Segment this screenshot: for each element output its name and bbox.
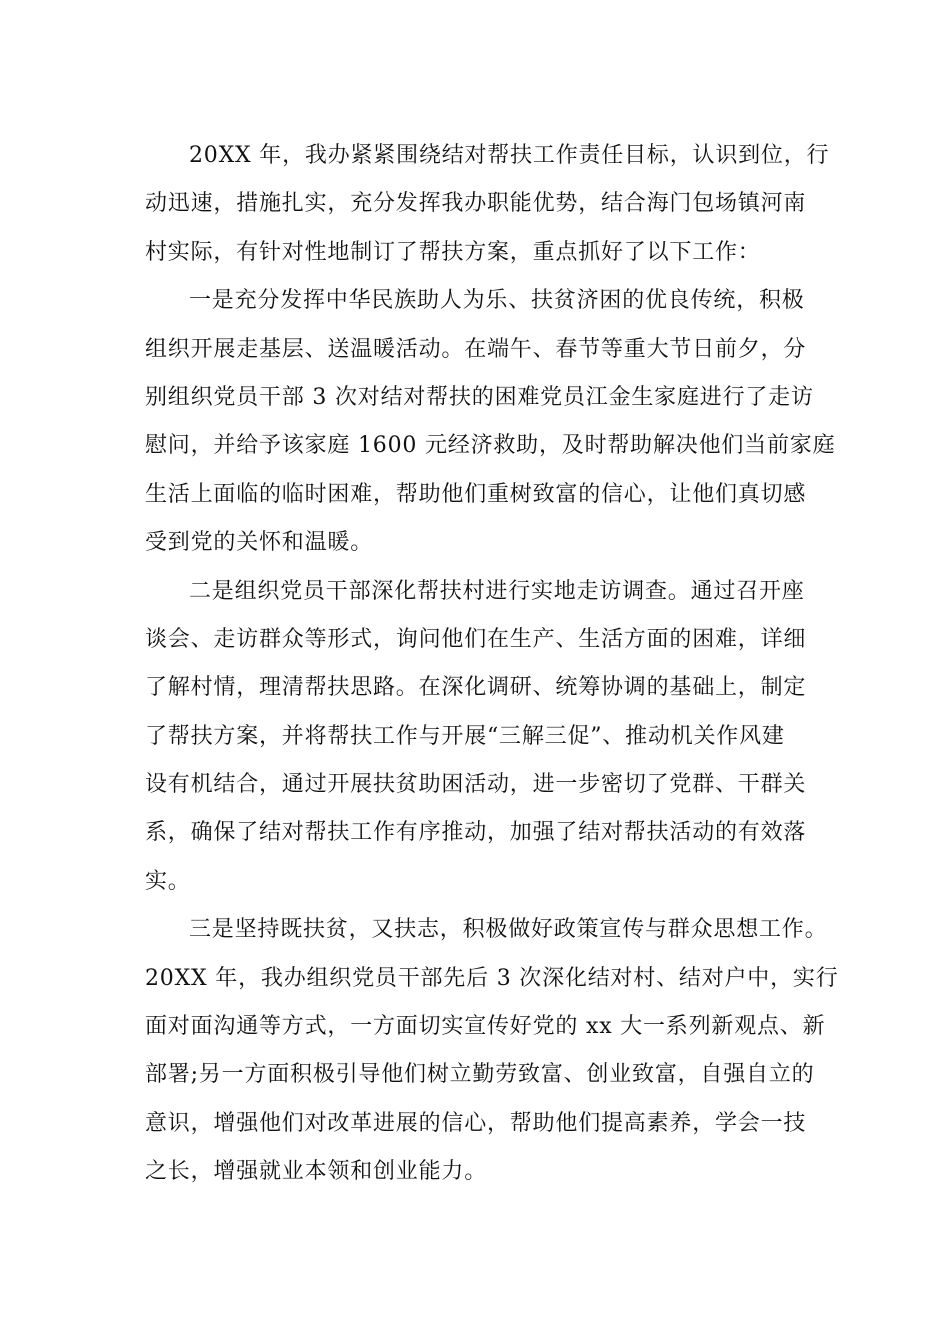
- paragraph-line: 20XX 年，我办紧紧围绕结对帮扶工作责任目标，认识到位，行: [189, 143, 830, 168]
- paragraph-line: 之长，增强就业本领和创业能力。: [145, 1159, 488, 1185]
- paragraph-line: 慰问，并给予该家庭 1600 元经济救助，及时帮助解决他们当前家庭: [145, 433, 836, 459]
- paragraph-line: 了解村情，理清帮扶思路。在深化调研、统筹协调的基础上，制定: [145, 675, 807, 701]
- paragraph-line: 部署;另一方面积极引导他们树立勤劳致富、创业致富，自强自立的: [145, 1062, 815, 1088]
- paragraph-line: 三是坚持既扶贫，又扶志，积极做好政策宣传与群众思想工作。: [189, 917, 828, 943]
- paragraph-4: [145, 906, 839, 1196]
- paragraph-line: 一是充分发挥中华民族助人为乐、扶贫济困的优良传统，积极: [189, 288, 805, 314]
- paragraph-line: 了帮扶方案，并将帮扶工作与开展“三解三促”、推动机关作风建: [145, 723, 785, 749]
- paragraph-line: 动迅速，措施扎实，充分发挥我办职能优势，结合海门包场镇河南: [145, 191, 807, 217]
- paragraph-line: 实。: [145, 868, 191, 894]
- paragraph-line: 20XX 年，我办组织党员干部先后 3 次深化结对村、结对户中，实行: [145, 965, 839, 991]
- paragraph-line: 村实际，有针对性地制订了帮扶方案，重点抓好了以下工作：: [145, 239, 761, 265]
- paragraph-line: 受到党的关怀和温暖。: [145, 530, 374, 556]
- paragraph-line: 系，确保了结对帮扶工作有序推动，加强了结对帮扶活动的有效落: [145, 820, 807, 846]
- paragraph-line: 设有机结合，通过开展扶贫助困活动，进一步密切了党群、干群关: [145, 772, 807, 798]
- paragraph-line: 别组织党员干部 3 次对结对帮扶的困难党员江金生家庭进行了走访: [145, 384, 814, 410]
- document-body: [145, 132, 839, 1197]
- paragraph-3: [145, 568, 810, 907]
- paragraph-line: 二是组织党员干部深化帮扶村进行实地走访调查。通过召开座: [189, 578, 805, 604]
- paragraph-line: 生活上面临的临时困难，帮助他们重树致富的信心，让他们真切感: [145, 481, 807, 507]
- paragraph-2: [145, 277, 836, 567]
- paragraph-line: 意识，增强他们对改革进展的信心，帮助他们提高素养，学会一技: [145, 1110, 807, 1136]
- paragraph-line: 面对面沟通等方式，一方面切实宣传好党的 xx 大一系列新观点、新: [145, 1014, 826, 1040]
- paragraph-line: 组织开展走基层、送温暖活动。在端午、春节等重大节日前夕，分: [145, 336, 807, 362]
- paragraph-1: [145, 132, 830, 277]
- paragraph-line: 谈会、走访群众等形式，询问他们在生产、生活方面的困难，详细: [145, 626, 807, 652]
